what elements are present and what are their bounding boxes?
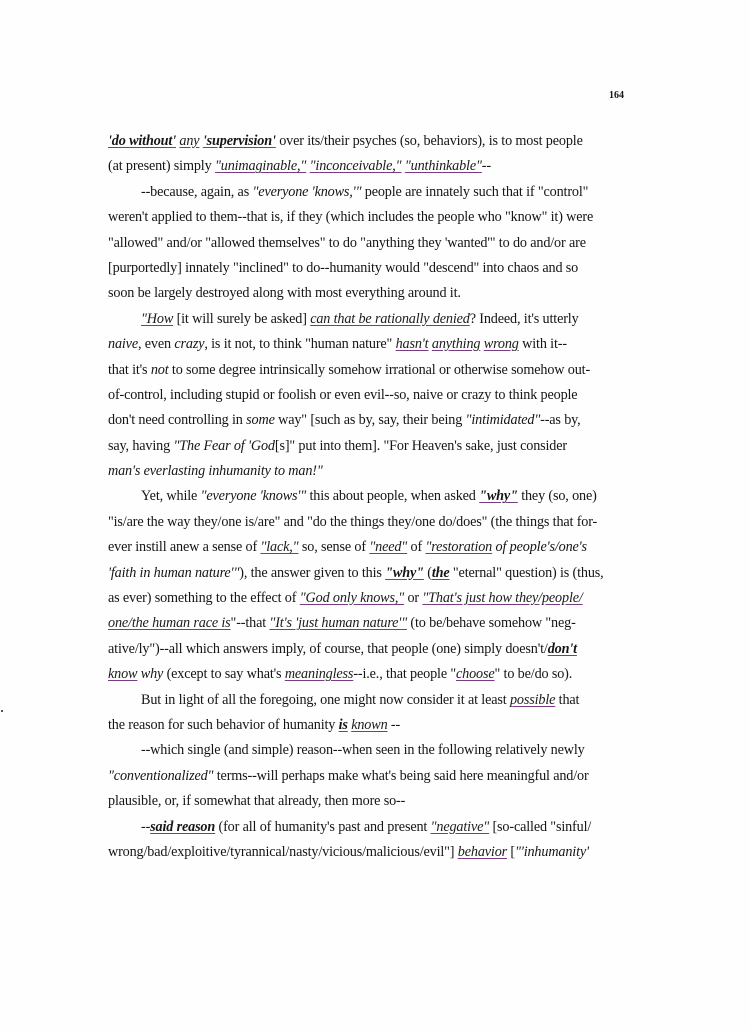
plain-text: ), the answer given to this <box>239 564 386 581</box>
plain-text: (except to say what's <box>163 666 285 683</box>
plain-text: [ <box>507 843 515 860</box>
text-line <box>108 611 610 636</box>
emphasized-text: "why" <box>479 488 518 505</box>
emphasized-text: don't <box>547 640 577 657</box>
page-body-text <box>108 129 610 865</box>
italic-text: "everyone 'knows,'" <box>252 183 362 200</box>
plain-text: terms--will perhaps make what's being said here meaningful and/or <box>213 767 589 784</box>
plain-text: to some degree intrinsically somehow irrational or otherwise somehow out- <box>168 361 591 378</box>
plain-text: (for all of humanity's past and present <box>215 818 431 835</box>
plain-text: this about people, when asked <box>306 488 480 505</box>
plain-text: " to be/do so). <box>494 666 573 683</box>
plain-text: --because, again, as <box>141 183 253 200</box>
plain-text: that <box>555 691 580 708</box>
text-line <box>108 815 610 840</box>
underlined-text: wrong <box>483 336 519 353</box>
plain-text: [so-called "sinful/ <box>489 818 592 835</box>
text-line <box>108 764 610 789</box>
plain-text: , even <box>137 336 175 353</box>
text-line <box>108 332 610 357</box>
emphasized-text: 'supervision' <box>202 133 276 149</box>
plain-text: people are innately such that if "control" <box>361 183 589 200</box>
plain-text: of-control, including stupid or foolish or even evil--so, naive or crazy to think people <box>108 386 578 403</box>
underlined-text: any <box>179 133 200 149</box>
underlined-text: "inconceivable," <box>309 158 402 175</box>
text-line <box>108 358 610 383</box>
plain-text: weren't applied to them--that is, if they (which includes the people who "know" it) were <box>108 209 594 226</box>
plain-text: Yet, while <box>141 488 201 505</box>
text-line <box>108 408 610 433</box>
underlined-text: know <box>108 666 138 683</box>
underlined-text: "God only knows," <box>299 590 405 607</box>
plain-text: [it will surely be asked] <box>173 310 311 327</box>
plain-text: over its/their psyches (so, behaviors), is to most people <box>275 133 583 149</box>
italic-text: not <box>150 361 169 378</box>
italic-text: "everyone 'knows'" <box>200 488 307 505</box>
plain-text: ative/ly")--all which answers imply, of course, that people (one) simply doesn't/ <box>108 640 548 657</box>
text-line <box>108 713 610 738</box>
underlined-text: "How <box>141 310 174 327</box>
text-line <box>108 637 610 662</box>
underlined-text: hasn't <box>395 336 429 353</box>
emphasized-text: "why" <box>385 564 424 581</box>
plain-text: --which single (and simple) reason--when seen in the following relatively newly <box>141 742 585 759</box>
italic-text: 'faith in human nature'" <box>108 564 240 581</box>
text-line <box>108 307 610 332</box>
plain-text: ever instill anew a sense of <box>108 539 261 556</box>
text-line <box>108 840 610 865</box>
plain-text: that it's <box>108 361 151 378</box>
plain-text: "eternal" question) is (thus, <box>449 564 604 581</box>
italic-text: of people's/one's <box>492 539 587 556</box>
underlined-text: "lack," <box>260 539 299 556</box>
plain-text: they (so, one) <box>517 488 597 505</box>
plain-text: -- <box>141 818 151 835</box>
plain-text: -- <box>481 158 491 175</box>
italic-text: "conventionalized" <box>108 767 214 784</box>
plain-text: ( <box>423 564 432 581</box>
plain-text: soon be largely destroyed along with most everything around it. <box>108 285 461 302</box>
plain-text: [s]" put into them]. "For Heaven's sake, just consider <box>274 437 567 454</box>
text-line <box>108 459 610 484</box>
plain-text: --i.e., that people " <box>353 666 457 683</box>
underlined-text: meaningless <box>284 666 354 683</box>
text-line <box>108 561 610 586</box>
text-line <box>108 535 610 560</box>
italic-text: "'inhumanity' <box>515 843 589 860</box>
underlined-text: known <box>351 716 388 733</box>
text-line <box>108 688 610 713</box>
text-line <box>108 510 610 535</box>
text-line <box>108 434 610 459</box>
plain-text: "is/are the way they/one is/are" and "do the things they/one do/does" (the things that for- <box>108 513 598 530</box>
italic-text: "The Fear of 'God <box>173 437 275 454</box>
plain-text: so, sense of <box>298 539 370 556</box>
italic-text: crazy <box>174 336 205 353</box>
text-line <box>108 256 610 281</box>
emphasized-text: 'do without' <box>108 133 176 149</box>
plain-text: of <box>407 539 426 556</box>
text-line <box>108 738 610 763</box>
scan-speck <box>1 710 3 712</box>
plain-text: don't need controlling in <box>108 412 247 429</box>
text-line <box>108 129 610 154</box>
text-line <box>108 281 610 306</box>
plain-text: with it-- <box>518 336 567 353</box>
underlined-text: "That's just how they/people/ <box>422 590 583 607</box>
underlined-text: "negative" <box>430 818 490 835</box>
italic-text: man's everlasting inhumanity to man!" <box>108 463 323 480</box>
underlined-text: "unthinkable" <box>404 158 482 175</box>
text-line <box>108 205 610 230</box>
plain-text: as ever) something to the effect of <box>108 590 300 607</box>
plain-text: (at present) simply <box>108 158 215 175</box>
plain-text: , is it not, to think "human nature" <box>204 336 396 353</box>
underlined-text: anything <box>431 336 481 353</box>
plain-text: (to be/behave somehow "neg- <box>407 615 576 632</box>
emphasized-text: the <box>431 564 450 581</box>
underlined-text: possible <box>509 691 556 708</box>
underlined-text: "unimaginable," <box>214 158 307 175</box>
plain-text: ? Indeed, it's utterly <box>469 310 579 327</box>
underlined-text: one/the human race is <box>108 615 231 632</box>
underlined-text: "need" <box>369 539 408 556</box>
underlined-text: can that be rationally denied <box>310 310 470 327</box>
page-number: 164 <box>609 90 624 101</box>
plain-text: way" [such as by, say, their being <box>274 412 466 429</box>
italic-text: naive <box>108 336 138 353</box>
plain-text: or <box>404 590 423 607</box>
text-line <box>108 383 610 408</box>
text-line <box>108 180 610 205</box>
underlined-text: "It's 'just human nature'" <box>269 615 408 632</box>
plain-text: wrong/bad/exploitive/tyrannical/nasty/vicious/malicious/evil"] <box>108 843 458 860</box>
plain-text: But in light of all the foregoing, one might now consider it at least <box>141 691 510 708</box>
plain-text: say, having <box>108 437 174 454</box>
text-line <box>108 231 610 256</box>
underlined-text: behavior <box>457 843 508 860</box>
plain-text: plausible, or, if somewhat that already, then more so-- <box>108 793 406 810</box>
italic-text: some <box>246 412 275 429</box>
text-line <box>108 484 610 509</box>
plain-text: -- <box>387 716 401 733</box>
italic-text: "intimidated" <box>465 412 541 429</box>
emphasized-text: said reason <box>150 818 216 835</box>
text-line <box>108 586 610 611</box>
underlined-text: "restoration <box>425 539 493 556</box>
plain-text: "--that <box>230 615 270 632</box>
plain-text: [purportedly] innately "inclined" to do--humanity would "descend" into chaos and so <box>108 259 579 276</box>
underlined-text: choose <box>456 666 495 683</box>
emphasized-text: is <box>338 716 348 733</box>
text-line <box>108 662 610 687</box>
text-line <box>108 154 610 179</box>
italic-text: why <box>140 666 164 683</box>
plain-text: the reason for such behavior of humanity <box>108 716 339 733</box>
plain-text: --as by, <box>540 412 581 429</box>
plain-text: "allowed" and/or "allowed themselves" to do "anything they 'wanted'" to do and/or are <box>108 234 586 251</box>
text-line <box>108 789 610 814</box>
